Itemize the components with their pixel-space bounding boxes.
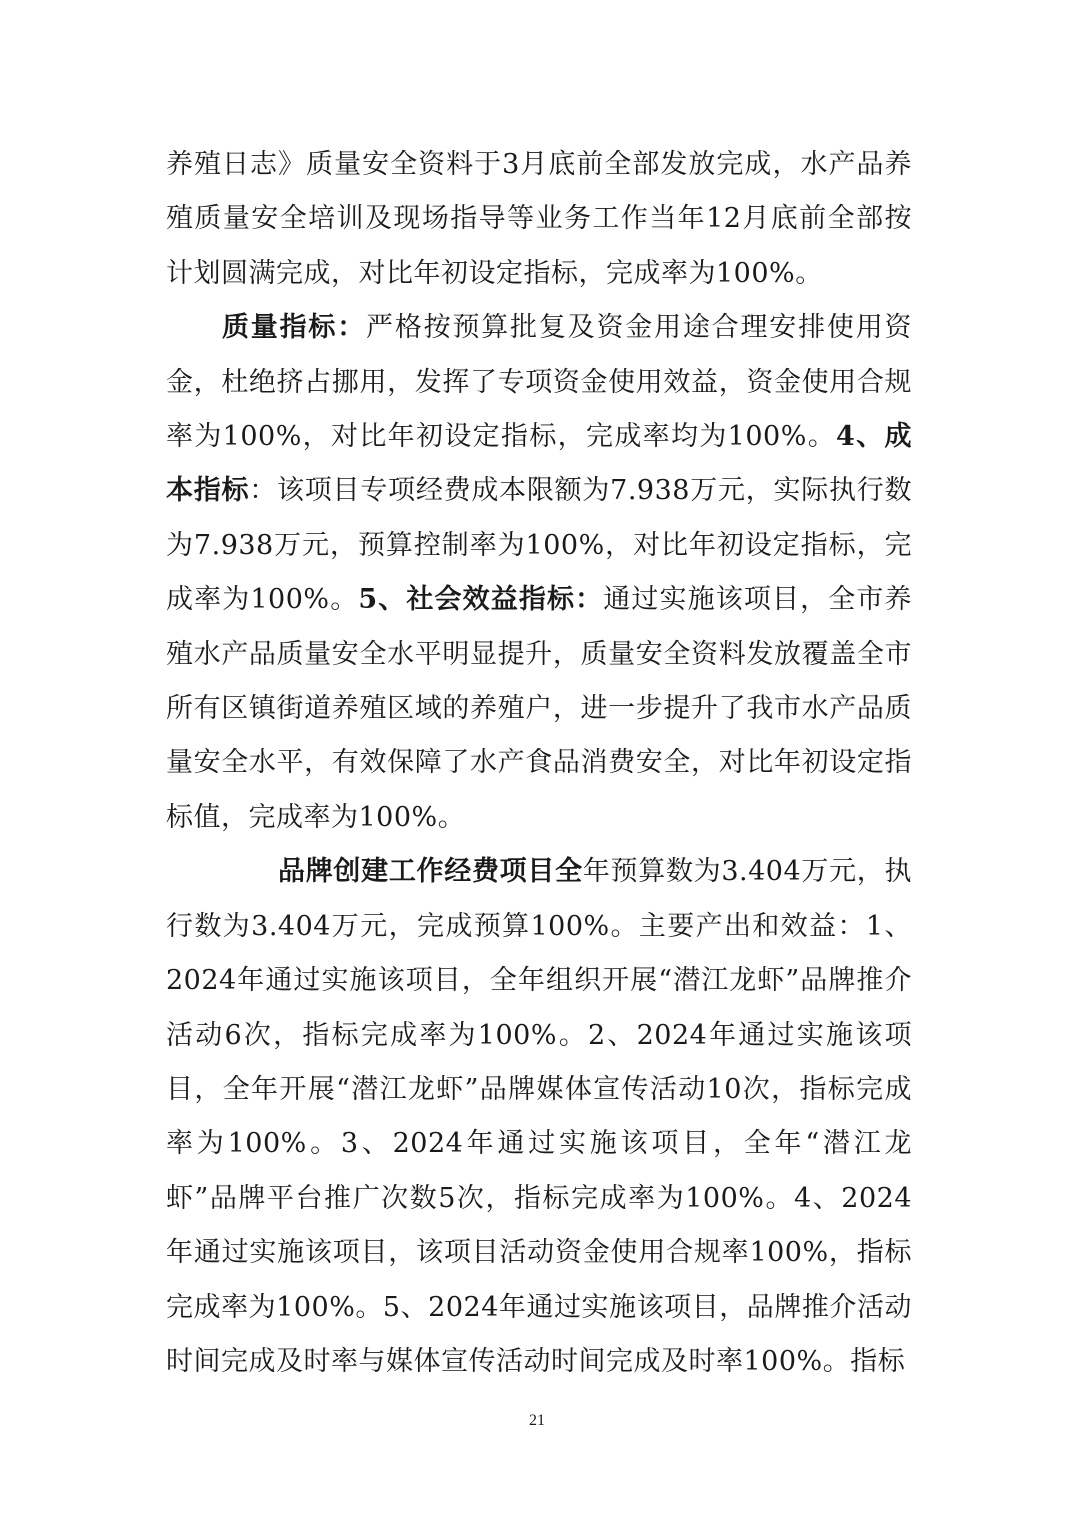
paragraph-2 [166, 301, 912, 845]
brand-project-heading: 品牌创建工作经费项目全 [278, 856, 583, 888]
page-number: 21 [529, 1412, 545, 1429]
social-benefit-text: 通过实施该项目，全市养殖水产品质量安全水平明显提升，质量安全资料发放覆盖全市所有区镇街道养殖区域的养殖户，进一步提升了我市水产品质量安全水平，有效保障了水产食品消费安全，对比年初设定指标值，完成率为100%。 [166, 584, 912, 833]
cost-indicator-heading: 4、成本指标 [166, 421, 912, 507]
paragraph-1 [166, 138, 912, 301]
body-text [166, 138, 912, 1389]
social-benefit-heading: 5、社会效益指标： [358, 584, 604, 616]
brand-project-text: 年预算数为3.404万元，执行数为3.404万元，完成预算100%。主要产出和效益：1、2024年通过实施该项目，全年组织开展“潜江龙虾”品牌推介活动6次，指标完成率为100%。2、2024年通过实施该项目，全年开展“潜江龙虾”品牌媒体宣传活动10次，指标完成率为100%。3、2024年通过实施该项目，全年“潜江龙虾”品牌平台推广次数5次，指标完成率为100%。4、2024年通过实施该项目，该项目活动资金使用合规率100%，指标完成率为100%。5、2024年通过实施该项目，品牌推介活动时间完成及时率与媒体宣传活动时间完成及时率100%。指标 [166, 856, 912, 1377]
paragraph-3 [166, 845, 912, 1389]
paragraph-1-text: 养殖日志》质量安全资料于3月底前全部发放完成，水产品养殖质量安全培训及现场指导等业务工作当年12月底前全部按计划圆满完成，对比年初设定指标，完成率为100%。 [166, 149, 912, 289]
cost-indicator-text: ：该项目专项经费成本限额为7.938万元，实际执行数为7.938万元，预算控制率为100%，对比年初设定指标，完成率为100%。 [166, 475, 913, 616]
quality-indicator-heading: 质量指标： [222, 312, 367, 344]
quality-indicator-text: 严格按预算批复及资金用途合理安排使用资金，杜绝挤占挪用，发挥了专项资金使用效益，资金使用合规率为100%，对比年初设定指标，完成率均为100%。 [166, 312, 913, 453]
